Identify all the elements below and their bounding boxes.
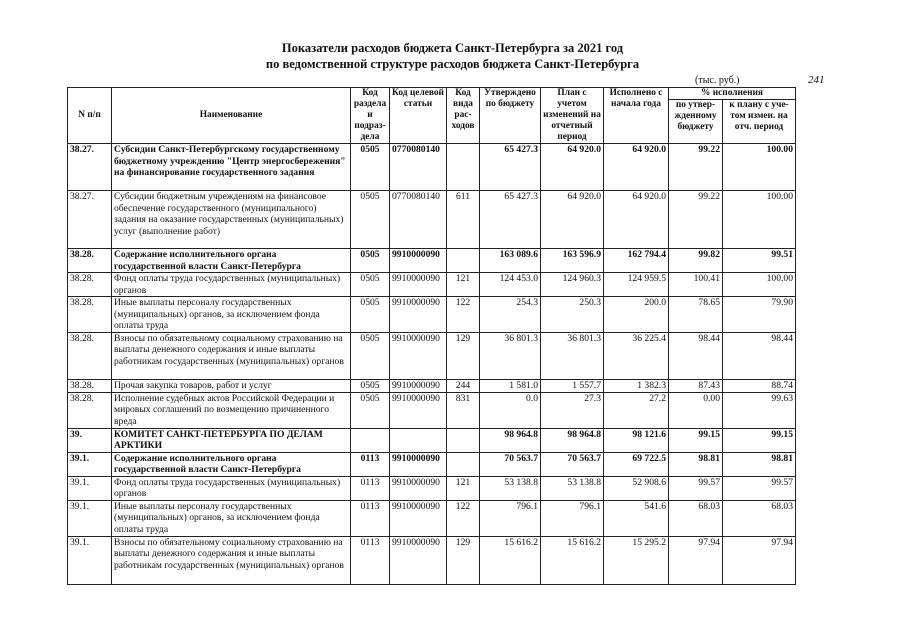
- cell-num: 39.: [68, 428, 112, 452]
- cell-section-code: 0113: [351, 452, 390, 476]
- cell-executed: 64 920.0: [604, 144, 669, 191]
- cell-pct-budget: 99.15: [669, 428, 723, 452]
- cell-plan: 98 964.8: [541, 428, 604, 452]
- cell-num: 38.28.: [68, 379, 112, 392]
- cell-executed: 1 382.3: [604, 379, 669, 392]
- cell-pct-plan: 99.51: [723, 249, 796, 273]
- cell-approved: 65 427.3: [480, 191, 541, 249]
- cell-name: Содержание исполнительного органа государственной власти Санкт-Петербурга: [112, 249, 351, 273]
- table-row: [68, 191, 796, 249]
- table-row: [68, 536, 796, 584]
- expenditure-table: [67, 87, 796, 585]
- header-target-code: Код целевой статьи: [390, 88, 447, 144]
- table-row: [68, 392, 796, 428]
- table-row: [68, 428, 796, 452]
- cell-pct-plan: 68.03: [723, 500, 796, 536]
- cell-target-code: 9910000090: [390, 500, 447, 536]
- cell-plan: 796.1: [541, 500, 604, 536]
- header-kind-code: Код вида рас-ходов: [447, 88, 480, 144]
- cell-pct-budget: 0.00: [669, 392, 723, 428]
- cell-pct-plan: 100.00: [723, 144, 796, 191]
- cell-executed: 124 959.5: [604, 273, 669, 297]
- cell-pct-plan: 98.44: [723, 332, 796, 379]
- header-plan: План с учетом изменений на отчетный период: [541, 88, 604, 144]
- page-number: 241: [808, 74, 825, 86]
- cell-plan: 124 960.3: [541, 273, 604, 297]
- cell-name: Содержание исполнительного органа государственной власти Санкт-Петербурга: [112, 452, 351, 476]
- table-row: [68, 273, 796, 297]
- cell-target-code: 9910000090: [390, 379, 447, 392]
- cell-pct-budget: 68.03: [669, 500, 723, 536]
- cell-plan: 15 616.2: [541, 536, 604, 584]
- cell-section-code: [351, 428, 390, 452]
- cell-num: 39.1.: [68, 476, 112, 500]
- cell-kind-code: [447, 144, 480, 191]
- cell-name: Фонд оплаты труда государственных (муниципальных) органов: [112, 476, 351, 500]
- cell-target-code: 9910000090: [390, 249, 447, 273]
- header-percent-group: % исполнения: [669, 88, 796, 100]
- cell-pct-budget: 99.22: [669, 144, 723, 191]
- table-row: [68, 144, 796, 191]
- table-row: [68, 332, 796, 379]
- cell-approved: 98 964.8: [480, 428, 541, 452]
- cell-section-code: 0113: [351, 476, 390, 500]
- cell-section-code: 0505: [351, 297, 390, 333]
- cell-num: 38.28.: [68, 273, 112, 297]
- cell-name: Взносы по обязательному социальному страхованию на выплаты денежного содержания и иные выплаты работникам государственных (муниципальных) органов: [112, 536, 351, 584]
- cell-target-code: 9910000090: [390, 452, 447, 476]
- cell-num: 39.1.: [68, 452, 112, 476]
- cell-plan: 70 563.7: [541, 452, 604, 476]
- cell-pct-plan: 79.90: [723, 297, 796, 333]
- cell-executed: 98 121.6: [604, 428, 669, 452]
- cell-target-code: 0770080140: [390, 191, 447, 249]
- cell-plan: 53 138.8: [541, 476, 604, 500]
- cell-plan: 163 596.9: [541, 249, 604, 273]
- cell-pct-budget: 98.44: [669, 332, 723, 379]
- cell-pct-plan: 100.00: [723, 273, 796, 297]
- cell-section-code: 0113: [351, 500, 390, 536]
- cell-plan: 64 920.0: [541, 144, 604, 191]
- cell-section-code: 0505: [351, 144, 390, 191]
- cell-num: 39.1.: [68, 536, 112, 584]
- cell-pct-budget: 78.65: [669, 297, 723, 333]
- cell-approved: 36 801.3: [480, 332, 541, 379]
- cell-section-code: 0505: [351, 332, 390, 379]
- cell-num: 38.27.: [68, 191, 112, 249]
- cell-name: КОМИТЕТ САНКТ-ПЕТЕРБУРГА ПО ДЕЛАМ АРКТИКИ: [112, 428, 351, 452]
- cell-executed: 15 295.2: [604, 536, 669, 584]
- cell-target-code: 9910000090: [390, 332, 447, 379]
- cell-name: Взносы по обязательному социальному страхованию на выплаты денежного содержания и иные выплаты работникам государственных (муниципальных) органов: [112, 332, 351, 379]
- cell-name: Субсидии бюджетным учреждениям на финансовое обеспечение государственного (муниципального) задания на оказание государственных (муниципальных) услуг (выполнение работ): [112, 191, 351, 249]
- cell-section-code: 0505: [351, 392, 390, 428]
- cell-pct-budget: 87.43: [669, 379, 723, 392]
- cell-executed: 36 225.4: [604, 332, 669, 379]
- cell-executed: 162 794.4: [604, 249, 669, 273]
- header-executed: Исполнено с начала года: [604, 88, 669, 144]
- cell-pct-budget: 99.22: [669, 191, 723, 249]
- header-num: N п/п: [68, 88, 112, 144]
- cell-num: 38.27.: [68, 144, 112, 191]
- cell-pct-plan: 100.00: [723, 191, 796, 249]
- cell-section-code: 0505: [351, 249, 390, 273]
- cell-executed: 69 722.5: [604, 452, 669, 476]
- cell-plan: 250.3: [541, 297, 604, 333]
- cell-pct-budget: 98.81: [669, 452, 723, 476]
- cell-executed: 541.6: [604, 500, 669, 536]
- cell-num: 38.28.: [68, 249, 112, 273]
- cell-name: Прочая закупка товаров, работ и услуг: [112, 379, 351, 392]
- cell-section-code: 0505: [351, 273, 390, 297]
- cell-target-code: [390, 428, 447, 452]
- cell-pct-plan: 99.63: [723, 392, 796, 428]
- cell-kind-code: 121: [447, 476, 480, 500]
- header-section-code: Код раздела и подраз-дела: [351, 88, 390, 144]
- cell-plan: 1 557.7: [541, 379, 604, 392]
- cell-kind-code: 122: [447, 297, 480, 333]
- cell-name: Фонд оплаты труда государственных (муниципальных) органов: [112, 273, 351, 297]
- header-name: Наименование: [112, 88, 351, 144]
- cell-name: Субсидии Санкт-Петербургскому государственному бюджетному учреждению "Центр энергосбережения" на финансирование государственного задания: [112, 144, 351, 191]
- cell-target-code: 9910000090: [390, 536, 447, 584]
- cell-approved: 65 427.3: [480, 144, 541, 191]
- table-row: [68, 379, 796, 392]
- table-row: [68, 500, 796, 536]
- cell-kind-code: 129: [447, 536, 480, 584]
- cell-pct-plan: 99.57: [723, 476, 796, 500]
- cell-target-code: 9910000090: [390, 297, 447, 333]
- header-pct-plan: к плану с уче-том измен. на отч. период: [723, 100, 796, 144]
- cell-name: Иные выплаты персоналу государственных (муниципальных) органов, за исключением фонда оплаты труда: [112, 500, 351, 536]
- cell-plan: 36 801.3: [541, 332, 604, 379]
- cell-approved: 70 563.7: [480, 452, 541, 476]
- cell-kind-code: 122: [447, 500, 480, 536]
- cell-kind-code: 611: [447, 191, 480, 249]
- header-pct-budget: по утвер-жденному бюджету: [669, 100, 723, 144]
- table-row: [68, 297, 796, 333]
- cell-name: Иные выплаты персоналу государственных (муниципальных) органов, за исключением фонда оплаты труда: [112, 297, 351, 333]
- cell-approved: 163 089.6: [480, 249, 541, 273]
- cell-approved: 1 581.0: [480, 379, 541, 392]
- cell-approved: 53 138.8: [480, 476, 541, 500]
- cell-section-code: 0113: [351, 536, 390, 584]
- table-row: [68, 476, 796, 500]
- cell-executed: 64 920.0: [604, 191, 669, 249]
- cell-kind-code: [447, 249, 480, 273]
- cell-approved: 15 616.2: [480, 536, 541, 584]
- cell-executed: 52 908.6: [604, 476, 669, 500]
- cell-approved: 254.3: [480, 297, 541, 333]
- cell-kind-code: [447, 428, 480, 452]
- cell-section-code: 0505: [351, 379, 390, 392]
- cell-executed: 200.0: [604, 297, 669, 333]
- table-row: [68, 452, 796, 476]
- document-title-line-2: по ведомственной структуре расходов бюджета Санкт-Петербурга: [265, 57, 640, 71]
- cell-num: 38.28.: [68, 332, 112, 379]
- cell-kind-code: 244: [447, 379, 480, 392]
- cell-target-code: 9910000090: [390, 273, 447, 297]
- cell-name: Исполнение судебных актов Российской Федерации и мировых соглашений по возмещению причиненного вреда: [112, 392, 351, 428]
- document-title-line-1: Показатели расходов бюджета Санкт-Петербурга за 2021 год: [281, 41, 624, 55]
- cell-num: 39.1.: [68, 500, 112, 536]
- cell-kind-code: [447, 452, 480, 476]
- cell-approved: 796.1: [480, 500, 541, 536]
- cell-plan: 27.3: [541, 392, 604, 428]
- cell-num: 38.28.: [68, 392, 112, 428]
- cell-pct-budget: 100.41: [669, 273, 723, 297]
- cell-executed: 27.2: [604, 392, 669, 428]
- cell-plan: 64 920.0: [541, 191, 604, 249]
- cell-target-code: 0770080140: [390, 144, 447, 191]
- cell-pct-budget: 99.57: [669, 476, 723, 500]
- header-approved: Утверждено по бюджету: [480, 88, 541, 144]
- cell-pct-plan: 97.94: [723, 536, 796, 584]
- table-row: [68, 249, 796, 273]
- table-body: [68, 144, 796, 585]
- units-label: (тыс. руб.): [695, 75, 740, 86]
- cell-kind-code: 129: [447, 332, 480, 379]
- cell-pct-budget: 99.82: [669, 249, 723, 273]
- cell-pct-plan: 99.15: [723, 428, 796, 452]
- cell-target-code: 9910000090: [390, 392, 447, 428]
- cell-approved: 124 453.0: [480, 273, 541, 297]
- cell-pct-plan: 88.74: [723, 379, 796, 392]
- cell-pct-plan: 98.81: [723, 452, 796, 476]
- cell-section-code: 0505: [351, 191, 390, 249]
- cell-kind-code: 831: [447, 392, 480, 428]
- cell-target-code: 9910000090: [390, 476, 447, 500]
- cell-num: 38.28.: [68, 297, 112, 333]
- cell-pct-budget: 97.94: [669, 536, 723, 584]
- cell-approved: 0.0: [480, 392, 541, 428]
- cell-kind-code: 121: [447, 273, 480, 297]
- header-row-1: [68, 88, 796, 100]
